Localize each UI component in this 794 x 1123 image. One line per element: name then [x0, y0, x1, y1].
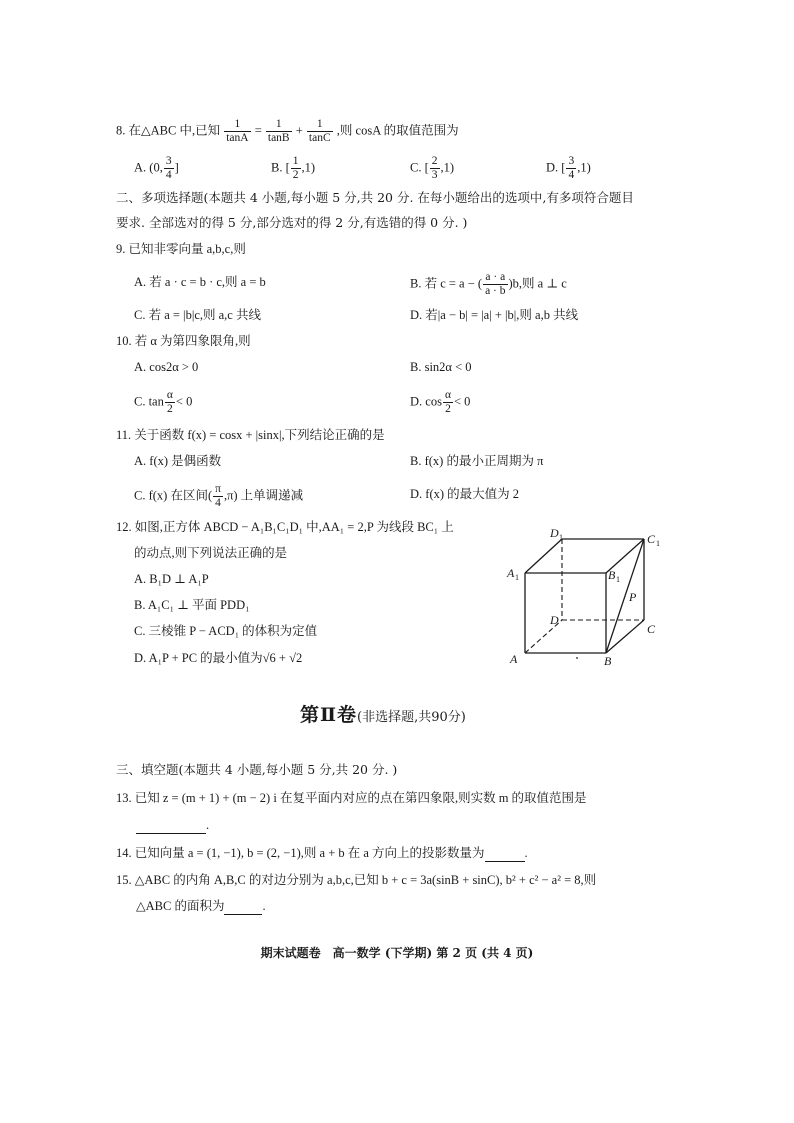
- q15-answer-line: [136, 897, 266, 915]
- q9-stem: 9. 已知非零向量 a,b,c,则: [116, 242, 246, 256]
- q8-frac-tanC: [307, 118, 333, 145]
- q10-option-d: [410, 389, 470, 416]
- option-suffix: < 0: [453, 394, 471, 409]
- option-prefix: D. cos: [410, 394, 442, 409]
- q12-option-c: C. 三棱锥 P − ACD₁ 的体积为定值: [134, 624, 318, 638]
- option-prefix: B. 若 c = a − (: [410, 276, 483, 291]
- option-frac: [566, 155, 576, 182]
- option-suffix: ,1): [440, 160, 455, 175]
- frac-den: a · b: [485, 285, 506, 297]
- q12-stem-line1: 12. 如图,正方体 ABCD − A₁B₁C₁D₁ 中,AA₁ = 2,P 为线段 BC₁ 上: [116, 520, 454, 534]
- frac-den: 3: [431, 169, 438, 181]
- q12-stem-line2: 的动点,则下列说法正确的是: [134, 546, 288, 560]
- label-c1-sub: 1: [656, 539, 660, 548]
- section2-heading-line1: 二、多项选择题(本题共 4 小题,每小题 5 分,共 20 分. 在每小题给出的选项中,有多项符合题目: [116, 190, 634, 205]
- q8-frac-tanA: [224, 118, 250, 145]
- q15-text: △ABC 的面积为: [136, 899, 225, 913]
- q8-frac-tanB: [266, 118, 292, 145]
- part2-title: [300, 700, 466, 727]
- q8-option-a: [134, 155, 179, 182]
- q9-option-d: D. 若|a − b| = |a| + |b|,则 a,b 共线: [410, 308, 579, 322]
- option-frac: [291, 155, 301, 182]
- q10-option-a: A. cos2α > 0: [134, 360, 199, 374]
- frac-num: 1: [224, 118, 250, 132]
- page-footer: 期末试题卷 高一数学 (下学期) 第 2 页 (共 4 页): [260, 946, 534, 960]
- q8-stem: [116, 118, 459, 145]
- option-prefix: B. [: [271, 160, 290, 175]
- q9-option-b: [410, 271, 567, 298]
- q8-stem-b: ,则 cosA 的取值范围为: [336, 123, 459, 138]
- option-prefix: D. [: [546, 160, 566, 175]
- frac-den: 2: [167, 403, 173, 415]
- period: .: [206, 818, 210, 832]
- answer-blank[interactable]: [485, 847, 525, 862]
- option-prefix: C. [: [410, 160, 429, 175]
- frac-num: 1: [307, 118, 333, 132]
- frac-den: 2: [292, 169, 299, 181]
- equals-sign: =: [254, 123, 262, 138]
- frac-num: 3: [568, 155, 575, 167]
- option-suffix: ,1): [577, 160, 591, 175]
- q11-option-b: B. f(x) 的最小正周期为 π: [410, 454, 544, 468]
- q14-stem: [116, 844, 528, 862]
- q15-stem: 15. △ABC 的内角 A,B,C 的对边分别为 a,b,c,已知 b + c = 3a(sinB + sinC), b² + c² − a² = 8,则: [116, 873, 597, 887]
- option-frac: [164, 155, 174, 182]
- option-frac: [165, 389, 175, 416]
- option-suffix: ]: [174, 160, 179, 175]
- q13-stem: 13. 已知 z = (m + 1) + (m − 2) i 在复平面内对应的点在第四象限,则实数 m 的取值范围是: [116, 791, 587, 805]
- frac-num: a · a: [483, 271, 507, 285]
- label-a1: A: [507, 566, 515, 580]
- q9-option-c: C. 若 a = |b|c,则 a,c 共线: [134, 308, 261, 322]
- answer-blank[interactable]: [224, 900, 262, 915]
- q12-option-a: A. B₁D ⊥ A₁P: [134, 572, 209, 586]
- label-d1-sub: 1: [559, 533, 563, 542]
- label-d: D: [550, 613, 559, 627]
- frac-num: α: [166, 389, 173, 401]
- frac-den: 4: [165, 169, 172, 181]
- q8-option-b: [271, 155, 315, 182]
- option-suffix: )b,则 a ⊥ c: [508, 276, 567, 291]
- label-b1: B: [608, 568, 616, 582]
- answer-blank[interactable]: [136, 819, 206, 834]
- q11-stem: 11. 关于函数 f(x) = cosx + |sinx|,下列结论正确的是: [116, 428, 385, 442]
- option-prefix: A. (0,: [134, 160, 163, 175]
- label-d1: D: [550, 526, 559, 540]
- part2-title-sub: (非选择题,共90分): [357, 710, 466, 725]
- label-a: A: [510, 652, 518, 666]
- label-b: B: [604, 654, 612, 668]
- option-frac: [430, 155, 440, 182]
- part2-title-main: 第Ⅱ卷: [300, 704, 358, 726]
- q9-option-a: A. 若 a · c = b · c,则 a = b: [134, 275, 266, 289]
- frac-num: 1: [292, 155, 299, 167]
- option-frac: [443, 389, 453, 416]
- cube-figure: [500, 525, 675, 670]
- frac-num: 2: [431, 155, 438, 167]
- q11-option-c: [134, 483, 303, 510]
- option-prefix: C. tan: [134, 394, 164, 409]
- option-frac: [213, 483, 223, 510]
- section3-heading: 三、填空题(本题共 4 小题,每小题 5 分,共 20 分. ): [116, 762, 398, 777]
- frac-num: π: [215, 483, 221, 495]
- label-c: C: [647, 622, 656, 636]
- frac-den: 2: [445, 403, 451, 415]
- q10-option-c: [134, 389, 192, 416]
- frac-num: α: [444, 389, 451, 401]
- frac-den: tanA: [226, 132, 249, 144]
- q10-option-b: B. sin2α < 0: [410, 360, 472, 374]
- option-prefix: C. f(x) 在区间(: [134, 488, 213, 503]
- option-frac: [483, 271, 507, 298]
- label-b1-sub: 1: [616, 575, 620, 584]
- q11-option-a: A. f(x) 是偶函数: [134, 454, 222, 468]
- option-suffix: ,π) 上单调递减: [223, 488, 304, 503]
- q8-stem-a: 8. 在△ABC 中,已知: [116, 123, 221, 138]
- q10-stem: 10. 若 α 为第四象限角,则: [116, 334, 251, 348]
- label-a1-sub: 1: [515, 573, 519, 582]
- q8-option-c: [410, 155, 454, 182]
- plus-sign: +: [295, 123, 303, 138]
- period: .: [262, 899, 266, 913]
- q8-option-d: [546, 155, 591, 182]
- frac-den: 4: [215, 497, 221, 509]
- edge-a1d1: [525, 539, 562, 573]
- q13-answer-line: [136, 816, 209, 834]
- option-suffix: ,1): [301, 160, 316, 175]
- section2-heading-line2: 要求. 全部选对的得 5 分,部分选对的得 2 分,有选错的得 0 分. ): [116, 215, 468, 230]
- frac-den: tanB: [267, 132, 290, 144]
- frac-den: tanC: [308, 132, 331, 144]
- q14-text: 14. 已知向量 a = (1, −1), b = (2, −1),则 a + b 在 a 方向上的投影数量为: [116, 846, 485, 860]
- q12-option-b: B. A₁C₁ ⊥ 平面 PDD₁: [134, 598, 250, 612]
- option-suffix: < 0: [175, 394, 193, 409]
- frac-num: 3: [165, 155, 172, 167]
- stray-dot: [576, 657, 578, 659]
- label-p: P: [629, 590, 637, 604]
- frac-num: 1: [266, 118, 292, 132]
- q12-option-d: D. A₁P + PC 的最小值为√6 + √2: [134, 651, 303, 665]
- frac-den: 4: [568, 169, 575, 181]
- q11-option-d: D. f(x) 的最大值为 2: [410, 487, 520, 501]
- period: .: [524, 846, 528, 860]
- label-c1: C: [647, 532, 656, 546]
